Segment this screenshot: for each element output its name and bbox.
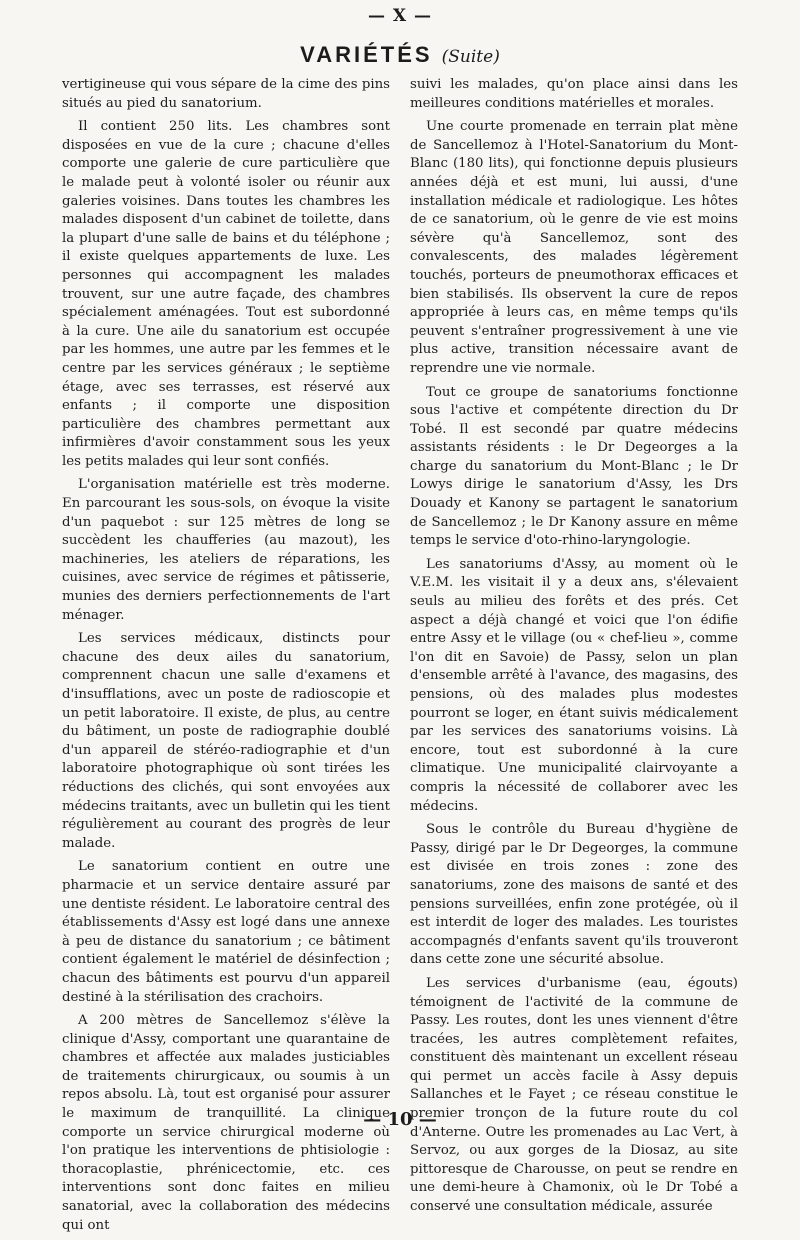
section-heading [0, 44, 800, 68]
paragraph: A 200 mètres de Sancellemoz s'élève la clinique d'Assy, comportant une quarantaine de chambres et affectée aux malades justiciables de traitements chirurgicaux, ou soumis à un repos absolu. Là, tout est organisé pour assurer le maximum de tranquillité. La clinique comporte un service chirurgical moderne où l'on pratique les interventions de phtisiologie : thoracoplastie, phrénicectomie, etc. ces interventions sont donc faites en milieu sanatorial, avec la collaboration des médecins qui ont [62, 1013, 390, 1233]
paragraph: Le sanatorium contient en outre une pharmacie et un service dentaire assuré par une dentiste résident. Le laboratoire central des établissements d'Assy est logé dans une annexe à peu de distance du sanatorium ; ce bâtiment contient également le matériel de désinfection ; chacun des bâtiments est pourvu d'un appareil destiné à la stérilisation des crachoirs. [62, 859, 390, 1005]
paragraph: Les services d'urbanisme (eau, égouts) témoignent de l'activité de la commune de Passy. Les routes, dont les unes viennent d'être tracées, les autres complètement refaites, constituent dès maintenant un excellent réseau qui permet un accès facile à Assy depuis Sallanches et le Fayet ; ce réseau constitue le premier tronçon de la future route du col d'Anterne. Outre les promenades au Lac Vert, à Servoz, ou aux gorges de la Diosaz, au site pittoresque de Charousse, on peut se rendre en une demi-heure à Chamonix, où le Dr Tobé a conservé une consultation médicale, assurée [410, 975, 738, 1215]
page-subtitle: (Suite) [441, 47, 500, 67]
paragraph: L'organisation matérielle est très moderne. En parcourant les sous-sols, on évoque la visite d'un paquebot : sur 125 mètres de long se succèdent les chaufferies (au mazout), les machineries, les ateliers de réparations, les cuisines, avec service de régimes et pâtisserie, munies des derniers perfectionnements de l'art ménager. [62, 477, 390, 623]
paragraph: Sous le contrôle du Bureau d'hygiène de Passy, dirigé par le Dr Degeorges, la commune est divisée en trois zones : zone des sanatoriums, zone des maisons de santé et des pensions surveillées, enfin zone protégée, où il est interdit de loger des malades. Les touristes accompagnés d'enfants savent qu'ils trouveront dans cette zone une sécurité absolue. [410, 822, 738, 968]
paragraph: Les services médicaux, distincts pour chacune des deux ailes du sanatorium, comprennent chacun une salle d'examens et d'insufflations, avec un poste de radioscopie et un petit laboratoire. Il existe, de plus, au centre du bâtiment, un poste de radiographie doublé d'un appareil de stéréo-radiographie et d'un laboratoire photographique où sont tirées les réductions des clichés, qui sont envoyées aux médecins traitants, avec un bulletin qui les tient régulièrement au courant des progrès de leur malade. [62, 631, 390, 851]
left-column [62, 76, 390, 1240]
paragraph: Tout ce groupe de sanatoriums fonctionne sous l'active et compétente direction du Dr Tobé. Il est secondé par quatre médecins assistants résidents : le Dr Degeorges a la charge du sanatorium du Mont-Blanc ; le Dr Lowys dirige le sanatorium d'Assy, les Drs Douady et Kanony se partagent le sanatorium de Sancellemoz ; le Dr Kanony assure en même temps le service d'oto-rhino-laryngologie. [410, 384, 738, 549]
paragraph: Une courte promenade en terrain plat mène de Sancellemoz à l'Hotel-Sanatorium du Mont-Blanc (180 lits), qui fonctionne depuis plusieurs années déjà et est muni, lui aussi, d'une installation médicale et radiologique. Les hôtes de ce sanatorium, où le genre de vie est moins sévère qu'à Sancellemoz, sont des convalescents, des malades légèrement touchés, porteurs de pneumothorax efficaces et bien stabilisés. Ils observent la cure de repos appropriée à leurs cas, en même temps qu'ils peuvent s'entraîner progressivement à une vie plus active, transition nécessaire avant de reprendre une vie normale. [410, 119, 738, 376]
paragraph: Les sanatoriums d'Assy, au moment où le V.E.M. les visitait il y a deux ans, s'élevaient seuls au milieu des forêts et des prés. Cet aspect a déjà changé et voici que l'on édifie entre Assy et le village (ou « chef-lieu », comme l'on dit en Savoie) de Passy, selon un plan d'ensemble arrêté à l'avance, des magasins, des pensions, où des malades plus modestes pourront se loger, en étant suivis médicalement par les services des sanatoriums voisins. Là encore, tout est subordonné à la cure climatique. Une municipalité clairvoyante a compris la nécessité de collaborer avec les médecins. [410, 556, 738, 814]
folio-roman: — X — [367, 6, 433, 26]
paragraph: vertigineuse qui vous sépare de la cime des pins situés au pied du sanatorium. [62, 77, 390, 111]
page-title: VARIÉTÉS [300, 42, 433, 67]
page-number: — 10 — [363, 1109, 437, 1130]
paragraph: suivi les malades, qu'on place ainsi dans les meilleures conditions matérielles et morales. [410, 77, 738, 111]
paragraph: Il contient 250 lits. Les chambres sont disposées en vue de la cure ; chacune d'elles comporte une galerie de cure particulière que le malade peut à volonté isoler ou réunir aux galeries voisines. Dans toutes les chambres les malades disposent d'un cabinet de toilette, dans la plupart d'une salle de bains et du téléphone ; il existe quelques appartements de luxe. Les personnes qui accompagnent les malades trouvent, sur une autre façade, des chambres spécialement aménagées. Tout est subordonné à la cure. Une aile du sanatorium est occupée par les hommes, une autre par les femmes et le centre par les services généraux ; le septième étage, avec ses terrasses, est réservé aux enfants ; il comporte une disposition particulière des chambres permettant aux infirmières d'avoir constamment sous les yeux les petits malades qui leur sont confiés. [62, 119, 390, 469]
right-column [410, 76, 738, 1222]
